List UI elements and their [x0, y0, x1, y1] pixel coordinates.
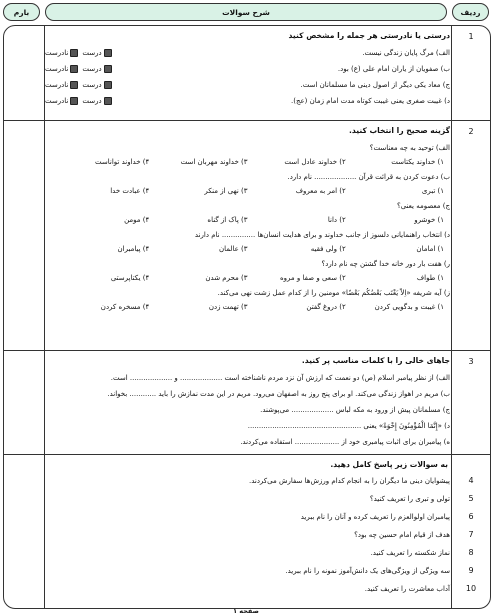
mc-option[interactable]: ۴) خداوند تواناست — [95, 158, 150, 166]
true-checkbox[interactable] — [104, 97, 112, 105]
mc-option[interactable]: ۳) محرم شدن — [205, 274, 248, 282]
mc-option[interactable]: ۱) خوشرو — [414, 216, 444, 224]
false-label: نادرست — [45, 49, 69, 57]
mc-options — [45, 156, 450, 169]
mc-options — [45, 272, 450, 285]
section-title: درستی یا نادرستی هر جمله را مشخص کنید — [288, 31, 450, 40]
tf-statement: ج) معاد یکی دیگر از اصول دینی ما مسلمانان است. — [300, 81, 450, 89]
tf-statement: الف) مرگ پایان زندگی نیست. — [362, 49, 450, 57]
mc-option[interactable]: ۲) امر به معروف — [295, 187, 346, 195]
header-row-label: ردیف — [452, 3, 489, 21]
mc-option[interactable]: ۴) مسخره کردن — [100, 303, 150, 311]
question-text: پیامبران اولوالعزم را تعریف کرده و آنان را نام ببرید — [300, 513, 450, 521]
false-label: نادرست — [45, 65, 69, 73]
question-number: 4 — [468, 476, 474, 485]
mc-option[interactable]: ۳) پاک از گناه — [207, 216, 248, 224]
page-number: صفحه ۱ — [233, 607, 259, 615]
mc-option[interactable]: ۲) دانا — [327, 216, 346, 224]
question-text: سه ویژگی از ویژگی‌های یک دانش‌آموز نمونه را نام ببرید. — [285, 567, 450, 575]
question-number: 9 — [468, 566, 474, 575]
mc-options — [45, 214, 450, 227]
header-score-label: بارم — [3, 3, 40, 21]
blank-item: ب) مریم در اهواز زندگی می‌کند. او برای پنج روز به اصفهان می‌رود. مریم در این مدت نمازش را باید ............ بخواند. — [107, 390, 450, 398]
mc-option[interactable]: ۲) ولی فقیه — [310, 245, 346, 253]
tf-options — [45, 61, 112, 77]
mc-option[interactable]: ۳) نهی از منکر — [204, 187, 248, 195]
mc-option[interactable]: ۴) مومن — [124, 216, 150, 224]
mc-option[interactable]: ۴) یکتاپرستی — [110, 274, 150, 282]
tf-options — [45, 77, 112, 93]
false-checkbox[interactable] — [70, 97, 78, 105]
question-number: 3 — [468, 357, 474, 366]
section-title: جاهای خالی را با کلمات مناسب پر کنید. — [301, 356, 450, 365]
section-multiple-choice — [4, 120, 490, 351]
tf-statement: د) غیبت صغری یعنی غیبت کوتاه مدت امام زمان (عج). — [291, 97, 450, 105]
blank-item: الف) از نظر پیامبر اسلام (ص) دو نعمت که ارزش آن نزد مردم ناشناخته است ................... و ................... است. — [110, 374, 450, 382]
question-text: آداب معاشرت را تعریف کنید. — [364, 585, 450, 593]
false-label: نادرست — [45, 81, 69, 89]
tf-item — [45, 93, 450, 109]
question-number: 1 — [468, 32, 474, 41]
question-number: 5 — [468, 494, 474, 503]
false-label: نادرست — [45, 97, 69, 105]
tf-item — [45, 61, 450, 77]
descriptive-question — [45, 526, 490, 544]
true-checkbox[interactable] — [104, 49, 112, 57]
section-descriptive — [4, 454, 490, 609]
true-label: درست — [82, 81, 102, 89]
blank-item: ه) پیامبران برای اثبات پیامبری خود از .................... استفاده می‌کردند. — [240, 438, 450, 446]
true-label: درست — [82, 65, 102, 73]
descriptive-question — [45, 472, 490, 490]
question-number: 7 — [468, 530, 474, 539]
mc-options — [45, 301, 450, 314]
true-checkbox[interactable] — [104, 81, 112, 89]
mc-option[interactable]: ۴) عبادت خدا — [110, 187, 150, 195]
question-text: هدف از قیام امام حسین چه بود؟ — [354, 531, 450, 539]
true-checkbox[interactable] — [104, 65, 112, 73]
section-title: گزینه صحیح را انتخاب کنید. — [348, 126, 450, 135]
question-text: تولی و تبری را تعریف کنید؟ — [369, 495, 450, 503]
mc-option[interactable]: ۱) امامان — [416, 245, 444, 253]
question-number: 8 — [468, 548, 474, 557]
section-fill-blanks — [4, 350, 490, 455]
tf-options — [45, 93, 112, 109]
mc-option[interactable]: ۱) غیبت و بدگویی کردن — [374, 303, 444, 311]
mc-option[interactable]: ۳) خداوند مهربان است — [180, 158, 248, 166]
descriptive-question — [45, 562, 490, 580]
mc-option[interactable]: ۳) تهمت زدن — [208, 303, 248, 311]
question-text: پیشوایان دینی ما دیگران را به انجام کدام ورزش‌ها سفارش می‌کردند. — [248, 477, 450, 485]
section-true-false — [4, 26, 490, 120]
mc-question: د) انتخاب راهنمایانی دلسوز از جانب خداوند و برای هدایت انسان‌ها ............... نام دارند — [194, 231, 450, 239]
question-number: 10 — [465, 584, 477, 593]
mc-option[interactable]: ۲) سعی و صفا و مروه — [280, 274, 346, 282]
mc-option[interactable]: ۴) پیامبران — [117, 245, 150, 253]
tf-options — [45, 45, 112, 61]
descriptive-question — [45, 580, 490, 598]
descriptive-question — [45, 490, 490, 508]
mc-option[interactable]: ۱) خداوند یکتاست — [391, 158, 444, 166]
mc-option[interactable]: ۲) خداوند عادل است — [284, 158, 346, 166]
header-bar — [3, 3, 489, 21]
false-checkbox[interactable] — [70, 49, 78, 57]
mc-question: الف) توحید به چه معناست؟ — [369, 144, 450, 152]
mc-question: ج) معصومه یعنی؟ — [396, 202, 450, 210]
descriptive-question — [45, 544, 490, 562]
true-label: درست — [82, 97, 102, 105]
tf-item — [45, 77, 450, 93]
section-title: به سوالات زیر پاسخ کامل دهید. — [330, 460, 448, 469]
false-checkbox[interactable] — [70, 81, 78, 89]
mc-option[interactable]: ۱) تبری — [421, 187, 444, 195]
header-description-label: شرح سوالات — [45, 3, 447, 21]
questions-frame — [3, 25, 491, 609]
tf-statement: ب) صفویان از یاران امام علی (ع) بود. — [337, 65, 450, 73]
question-text: نماز شکسته را تعریف کنید. — [370, 549, 450, 557]
descriptive-question — [45, 508, 490, 526]
mc-question: ب) دعوت کردن به قرائت قرآن ................... نام دارد. — [287, 173, 450, 181]
mc-options — [45, 243, 450, 256]
question-number: 6 — [468, 512, 474, 521]
true-label: درست — [82, 49, 102, 57]
blank-item: د) «إِنَّمَا الْمُؤْمِنُونَ إِخْوَةٌ» یعنی ................................................... — [247, 422, 450, 430]
tf-item — [45, 45, 450, 61]
mc-option[interactable]: ۲) دروغ گفتن — [306, 303, 346, 311]
mc-question: ز) آیه شریفه «اِلاّ یَغْتَب بَعْضُکُم بَعْضًا» مومنین را از کدام عمل زشت نهی می‌کند. — [217, 289, 450, 297]
question-number: 2 — [468, 127, 474, 136]
mc-option[interactable]: ۱) طواف — [416, 274, 444, 282]
mc-option[interactable]: ۳) عالمان — [219, 245, 248, 253]
blank-item: ج) مسلمانان پیش از ورود به مکه لباس ................... می‌پوشند. — [260, 406, 450, 414]
mc-question: ر) هفت بار دور خانه خدا گشتن چه نام دارد؟ — [321, 260, 450, 268]
false-checkbox[interactable] — [70, 65, 78, 73]
mc-options — [45, 185, 450, 198]
